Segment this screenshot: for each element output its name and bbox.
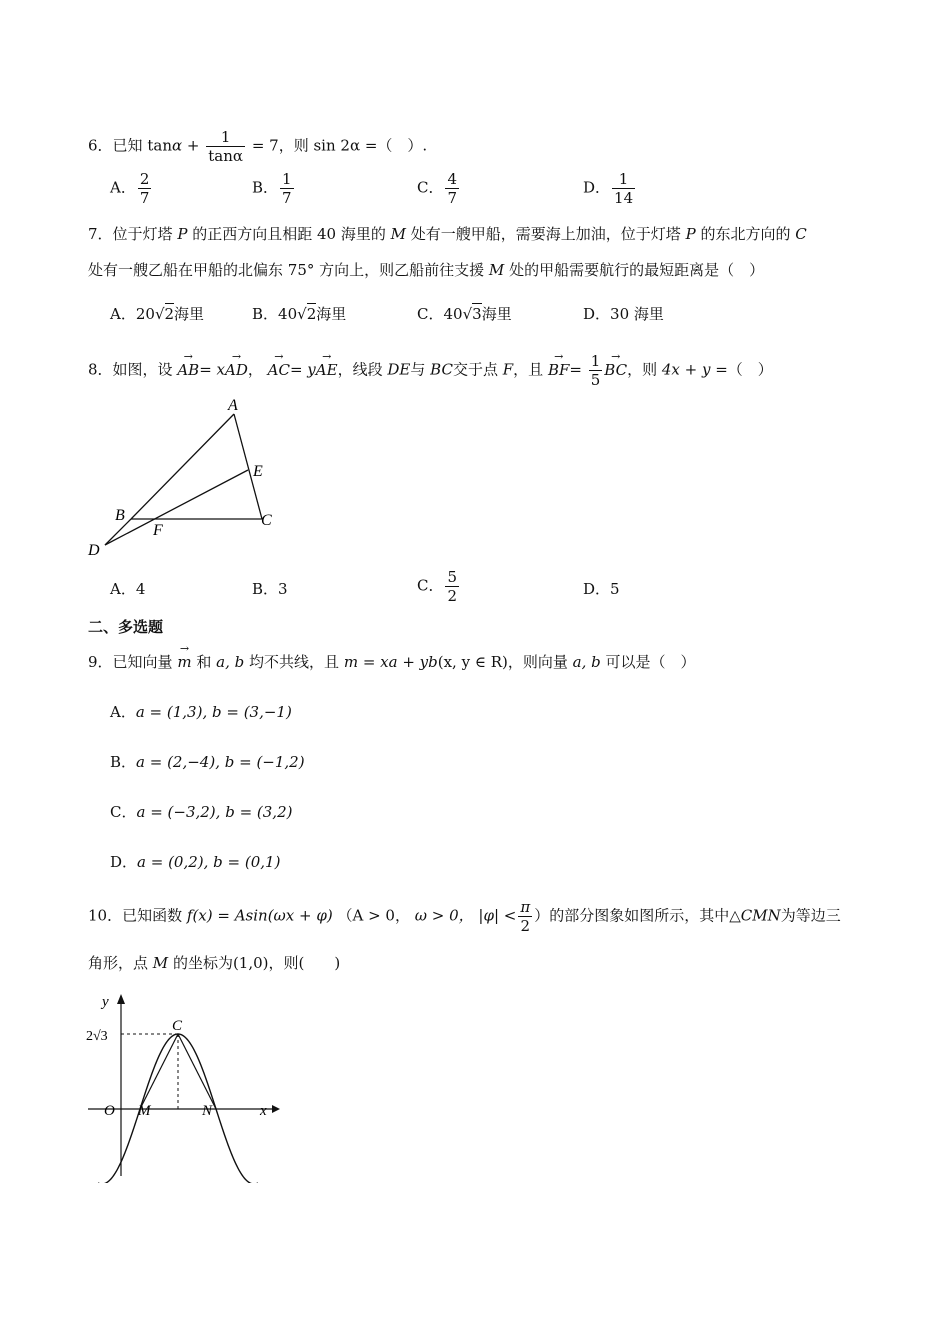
- label-o: O: [104, 1103, 115, 1119]
- option-label: D．: [110, 853, 138, 871]
- q10-text: 已知函数: [122, 906, 183, 925]
- q6-option-d[interactable]: [583, 170, 637, 207]
- q8-eq: =: [569, 360, 582, 379]
- frac-den: 2: [447, 587, 458, 605]
- vector-ad: → AD: [225, 359, 248, 381]
- vector-ab: → AB: [177, 359, 199, 381]
- label-n: N: [202, 1103, 213, 1119]
- q6-tan: tan: [147, 136, 172, 155]
- q8-text: 交于点: [452, 360, 498, 379]
- q8-fraction: [589, 352, 603, 389]
- option-text: a = (2,−4), b = (−1,2): [136, 753, 305, 771]
- segment-de: DE: [387, 360, 411, 379]
- q7-text: 位于灯塔: [112, 225, 173, 243]
- q8-text: （ ）: [727, 360, 773, 379]
- q10-cond: |φ| <: [478, 906, 517, 925]
- sqrt-sign: √: [462, 305, 473, 323]
- vector-bc: → BC: [604, 359, 627, 381]
- q9-option-d[interactable]: [110, 851, 280, 873]
- vector-m: → m: [177, 651, 191, 673]
- option-text: a = (−3,2), b = (3,2): [136, 803, 293, 821]
- vector-bf: → BF: [548, 359, 569, 381]
- label-f: F: [153, 522, 163, 539]
- q6-frac-num: 1: [206, 128, 245, 147]
- sqrt-sign: √: [154, 305, 165, 323]
- unit: 海里: [481, 305, 512, 323]
- q10-text: 角形，点: [88, 954, 149, 972]
- q7-text: 处的甲船需要航行的最短距离是（ ）: [509, 261, 765, 279]
- q8-option-b[interactable]: [252, 578, 288, 599]
- frac-num: 1: [282, 170, 292, 188]
- question-10-line-2: [88, 952, 340, 974]
- option-label: B．: [110, 753, 137, 771]
- option-label: C．: [417, 178, 444, 197]
- option-label: D．: [583, 580, 611, 598]
- radicand: 2: [164, 305, 175, 323]
- q9-number: 9．: [88, 653, 113, 671]
- option-label: C．: [417, 305, 444, 323]
- q8-text: 与: [410, 360, 426, 379]
- q6-number: 6．: [88, 136, 113, 155]
- q10-cond: （A > 0，: [337, 906, 410, 925]
- option-label: A．: [110, 305, 136, 323]
- option-text: 30 海里: [610, 305, 664, 323]
- radicand: 3: [472, 305, 482, 323]
- segment-cm: [140, 1034, 178, 1109]
- q8-expr: 4x + y =: [661, 360, 728, 379]
- q7-option-d[interactable]: [583, 303, 664, 325]
- option-label: D．: [583, 305, 611, 323]
- option-label: A．: [110, 178, 136, 197]
- frac-den: 2: [520, 917, 531, 935]
- q9-option-a[interactable]: [110, 701, 292, 723]
- q7-point-p: P: [177, 225, 188, 243]
- q6-frac-den: tanα: [208, 147, 244, 165]
- q9-option-b[interactable]: [110, 751, 305, 773]
- vectors-ab: a, b: [572, 653, 601, 671]
- option-text: 3: [278, 580, 288, 598]
- line-ab: [131, 414, 234, 519]
- option-text: a = (1,3), b = (3,−1): [135, 703, 292, 721]
- q10-func: f(x) = Asin(ωx + φ): [186, 906, 333, 925]
- q10-number: 10．: [88, 906, 123, 925]
- option-fraction: [280, 170, 294, 207]
- q6-alpha: α: [171, 136, 183, 155]
- label-d: D: [88, 542, 100, 559]
- q9-text: 均不共线，且: [249, 653, 340, 671]
- q9-text: ，则向量: [507, 653, 568, 671]
- option-fraction: [445, 568, 459, 605]
- q6-prefix: 已知: [112, 136, 143, 155]
- question-6: [88, 128, 427, 165]
- option-label: D．: [583, 178, 611, 197]
- q7-text: 的东北方向的: [700, 225, 791, 243]
- q8-triangle-figure: [85, 392, 285, 562]
- frac-den: 7: [282, 189, 292, 207]
- radicand: 2: [306, 305, 317, 323]
- q7-text: 处有一艘甲船，需要海上加油，位于灯塔: [410, 225, 681, 243]
- q8-option-d[interactable]: [583, 578, 620, 599]
- q8-option-a[interactable]: [110, 578, 145, 599]
- segment-bc: BC: [430, 360, 453, 379]
- vector-ae: → AE: [316, 359, 338, 381]
- q7-text: 的正西方向且相距 40 海里的: [192, 225, 386, 243]
- point-f: F: [502, 360, 514, 379]
- line-de: [105, 470, 248, 545]
- q6-option-b[interactable]: [252, 170, 296, 207]
- frac-num: 5: [447, 568, 458, 586]
- option-label: C．: [417, 576, 444, 595]
- q6-suffix: （ ）.: [377, 136, 428, 155]
- q7-option-a[interactable]: [110, 303, 204, 325]
- q6-plus: +: [186, 136, 200, 155]
- frac-den: 5: [590, 371, 601, 389]
- option-label: B．: [252, 580, 279, 598]
- q9-text: 可以是（ ）: [605, 653, 696, 671]
- q9-cond: (x, y ∈ R): [437, 653, 508, 671]
- option-text: 5: [610, 580, 620, 598]
- q10-text: 为等边三: [780, 906, 841, 925]
- frac-num: 1: [590, 352, 601, 370]
- label-c: C: [261, 512, 272, 529]
- question-8: [88, 352, 773, 389]
- coef: 40: [443, 305, 463, 323]
- q7-option-c[interactable]: [417, 303, 512, 325]
- q10-text: 的坐标为: [172, 954, 233, 972]
- q6-fraction: [206, 128, 245, 165]
- label-y: y: [102, 994, 109, 1010]
- coef: 40: [278, 305, 298, 323]
- q6-sin2a: sin 2α =: [313, 136, 378, 155]
- q10-triangle: △CMN: [729, 906, 781, 925]
- frac-den: 14: [614, 189, 634, 207]
- option-fraction: [612, 170, 635, 207]
- option-label: A．: [110, 580, 136, 598]
- x-axis-arrow-icon: [272, 1105, 280, 1113]
- q8-number: 8．: [88, 360, 113, 379]
- frac-num: 4: [447, 170, 458, 188]
- q7-point-c: C: [795, 225, 807, 243]
- q10-fraction: [518, 898, 532, 935]
- option-text: 4: [135, 580, 146, 598]
- q8-option-c[interactable]: [417, 568, 461, 605]
- q10-coord: (1,0): [232, 954, 269, 972]
- option-label: B．: [252, 305, 279, 323]
- frac-num: 2: [139, 170, 150, 188]
- q7-point-m: M: [488, 261, 505, 279]
- option-label: C．: [110, 803, 137, 821]
- question-7-line-1: [88, 223, 807, 245]
- option-label: A．: [110, 703, 136, 721]
- sqrt-sign: √: [297, 305, 307, 323]
- q7-point-p: P: [685, 225, 696, 243]
- q6-option-a[interactable]: [110, 170, 153, 207]
- q8-eq: = x: [199, 360, 225, 379]
- q9-text: 和: [196, 653, 212, 671]
- q10-text: ，则( ): [268, 954, 341, 972]
- frac-den: 7: [447, 189, 458, 207]
- q7-option-b[interactable]: [252, 303, 346, 325]
- q7-text: 处有一艘乙船在甲船的北偏东 75° 方向上，则乙船前往支援: [88, 261, 485, 279]
- question-10-line-1: [88, 898, 841, 935]
- q10-point-m: M: [152, 954, 169, 972]
- option-fraction: [445, 170, 459, 207]
- option-fraction: [138, 170, 152, 207]
- unit: 海里: [174, 305, 205, 323]
- y-axis-arrow-icon: [117, 994, 125, 1004]
- q7-point-m: M: [390, 225, 406, 243]
- q10-sine-graph: [80, 988, 285, 1183]
- q10-text: ）的部分图象如图所示，其中: [534, 906, 730, 925]
- vector-ac: → AC: [268, 359, 290, 381]
- q6-eq: = 7，则: [251, 136, 309, 155]
- section-title: 二、多选题: [88, 618, 164, 636]
- vectors-ab: a, b: [216, 653, 245, 671]
- q7-number: 7．: [88, 225, 113, 243]
- q8-text: 如图，设: [112, 360, 173, 379]
- q9-text: 已知向量: [112, 653, 173, 671]
- option-label: B．: [252, 178, 279, 197]
- question-9: [88, 651, 696, 673]
- q8-text: ，: [247, 360, 263, 379]
- label-a: A: [228, 397, 238, 414]
- q8-text: ，且: [513, 360, 544, 379]
- label-c: C: [172, 1018, 183, 1034]
- q8-text: ，则: [627, 360, 658, 379]
- label-x: x: [260, 1103, 267, 1119]
- frac-num: 1: [612, 170, 635, 189]
- question-7-line-2: [88, 259, 764, 281]
- q8-eq: = y: [289, 360, 316, 379]
- q10-cond: ω > 0，: [414, 906, 474, 925]
- frac-den: 7: [139, 189, 150, 207]
- q6-option-c[interactable]: [417, 170, 461, 207]
- q9-expr: m = xa + yb: [343, 653, 438, 671]
- q8-text: ，线段: [337, 360, 383, 379]
- frac-num: π: [520, 898, 531, 916]
- unit: 海里: [316, 305, 347, 323]
- q9-option-c[interactable]: [110, 801, 292, 823]
- coef: 20: [135, 305, 155, 323]
- label-e: E: [253, 463, 263, 480]
- label-b: B: [115, 507, 125, 524]
- label-m: M: [138, 1103, 151, 1119]
- label-ymax: 2√3: [86, 1029, 108, 1044]
- segment-cn: [178, 1034, 216, 1109]
- option-text: a = (0,2), b = (0,1): [137, 853, 281, 871]
